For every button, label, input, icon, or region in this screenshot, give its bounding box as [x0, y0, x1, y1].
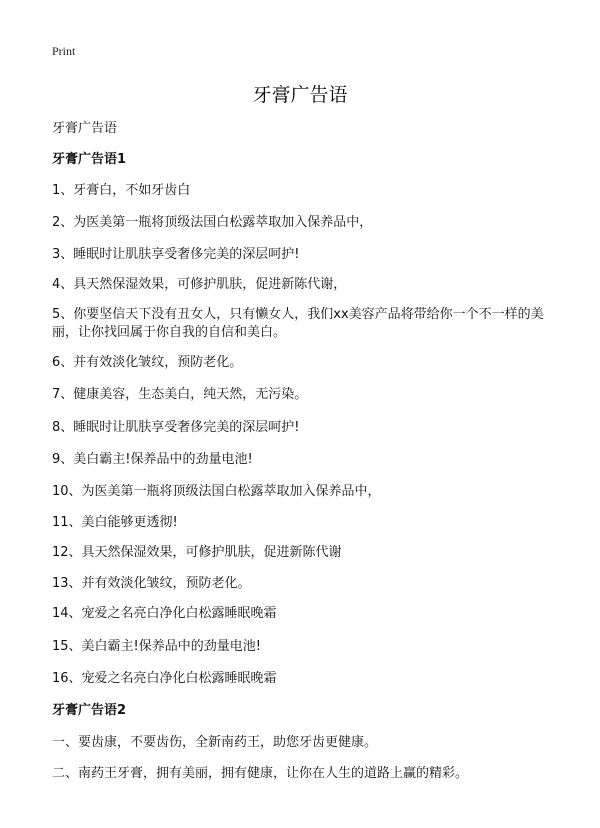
list-item: 12、具天然保湿效果，可修护肌肤，促进新陈代谢 — [52, 545, 342, 560]
list-item: 二、南药王牙膏，拥有美丽，拥有健康，让你在人生的道路上赢的精彩。 — [52, 766, 469, 781]
list-item: 5、你要坚信天下没有丑女人，只有懒女人，我们xx美容产品将带给你一个不一样的美丽，让你找回属于你自我的自信和美白。 — [52, 307, 544, 340]
section-heading-1: 牙膏广告语1 — [52, 152, 127, 167]
document-title: 牙膏广告语 — [252, 84, 348, 106]
list-item: 16、宠爱之名亮白净化白松露睡眠晚霜 — [52, 671, 277, 686]
list-item: 13、并有效淡化皱纹，预防老化。 — [52, 576, 251, 591]
list-item: 3、睡眠时让肌肤享受奢侈完美的深层呵护! — [52, 247, 300, 262]
list-item: 10、为医美第一瓶将顶级法国白松露萃取加入保养品中， — [52, 484, 381, 499]
print-label: Print — [52, 44, 76, 58]
list-item: 11、美白能够更透彻! — [52, 515, 178, 530]
list-item: 7、健康美容，生态美白，纯天然，无污染。 — [52, 387, 308, 402]
list-item: 14、宠爱之名亮白净化白松露睡眠晚霜 — [52, 606, 277, 621]
list-item: 15、美白霸主!保养品中的劲量电池! — [52, 639, 261, 654]
list-item: 2、为医美第一瓶将顶级法国白松露萃取加入保养品中， — [52, 215, 373, 230]
list-item: 9、美白霸主!保养品中的劲量电池! — [52, 452, 253, 467]
section-heading-2: 牙膏广告语2 — [52, 703, 127, 718]
list-item: 4、具天然保湿效果，可修护肌肤，促进新陈代谢， — [52, 277, 347, 292]
list-item: 1、牙膏白，不如牙齿白 — [52, 183, 191, 198]
intro-line: 牙膏广告语 — [52, 121, 118, 136]
list-item: 8、睡眠时让肌肤享受奢侈完美的深层呵护! — [52, 420, 300, 435]
list-item: 一、要齿康，不要齿伤，全新南药王，助您牙齿更健康。 — [52, 735, 378, 750]
list-item: 6、并有效淡化皱纹，预防老化。 — [52, 355, 243, 370]
